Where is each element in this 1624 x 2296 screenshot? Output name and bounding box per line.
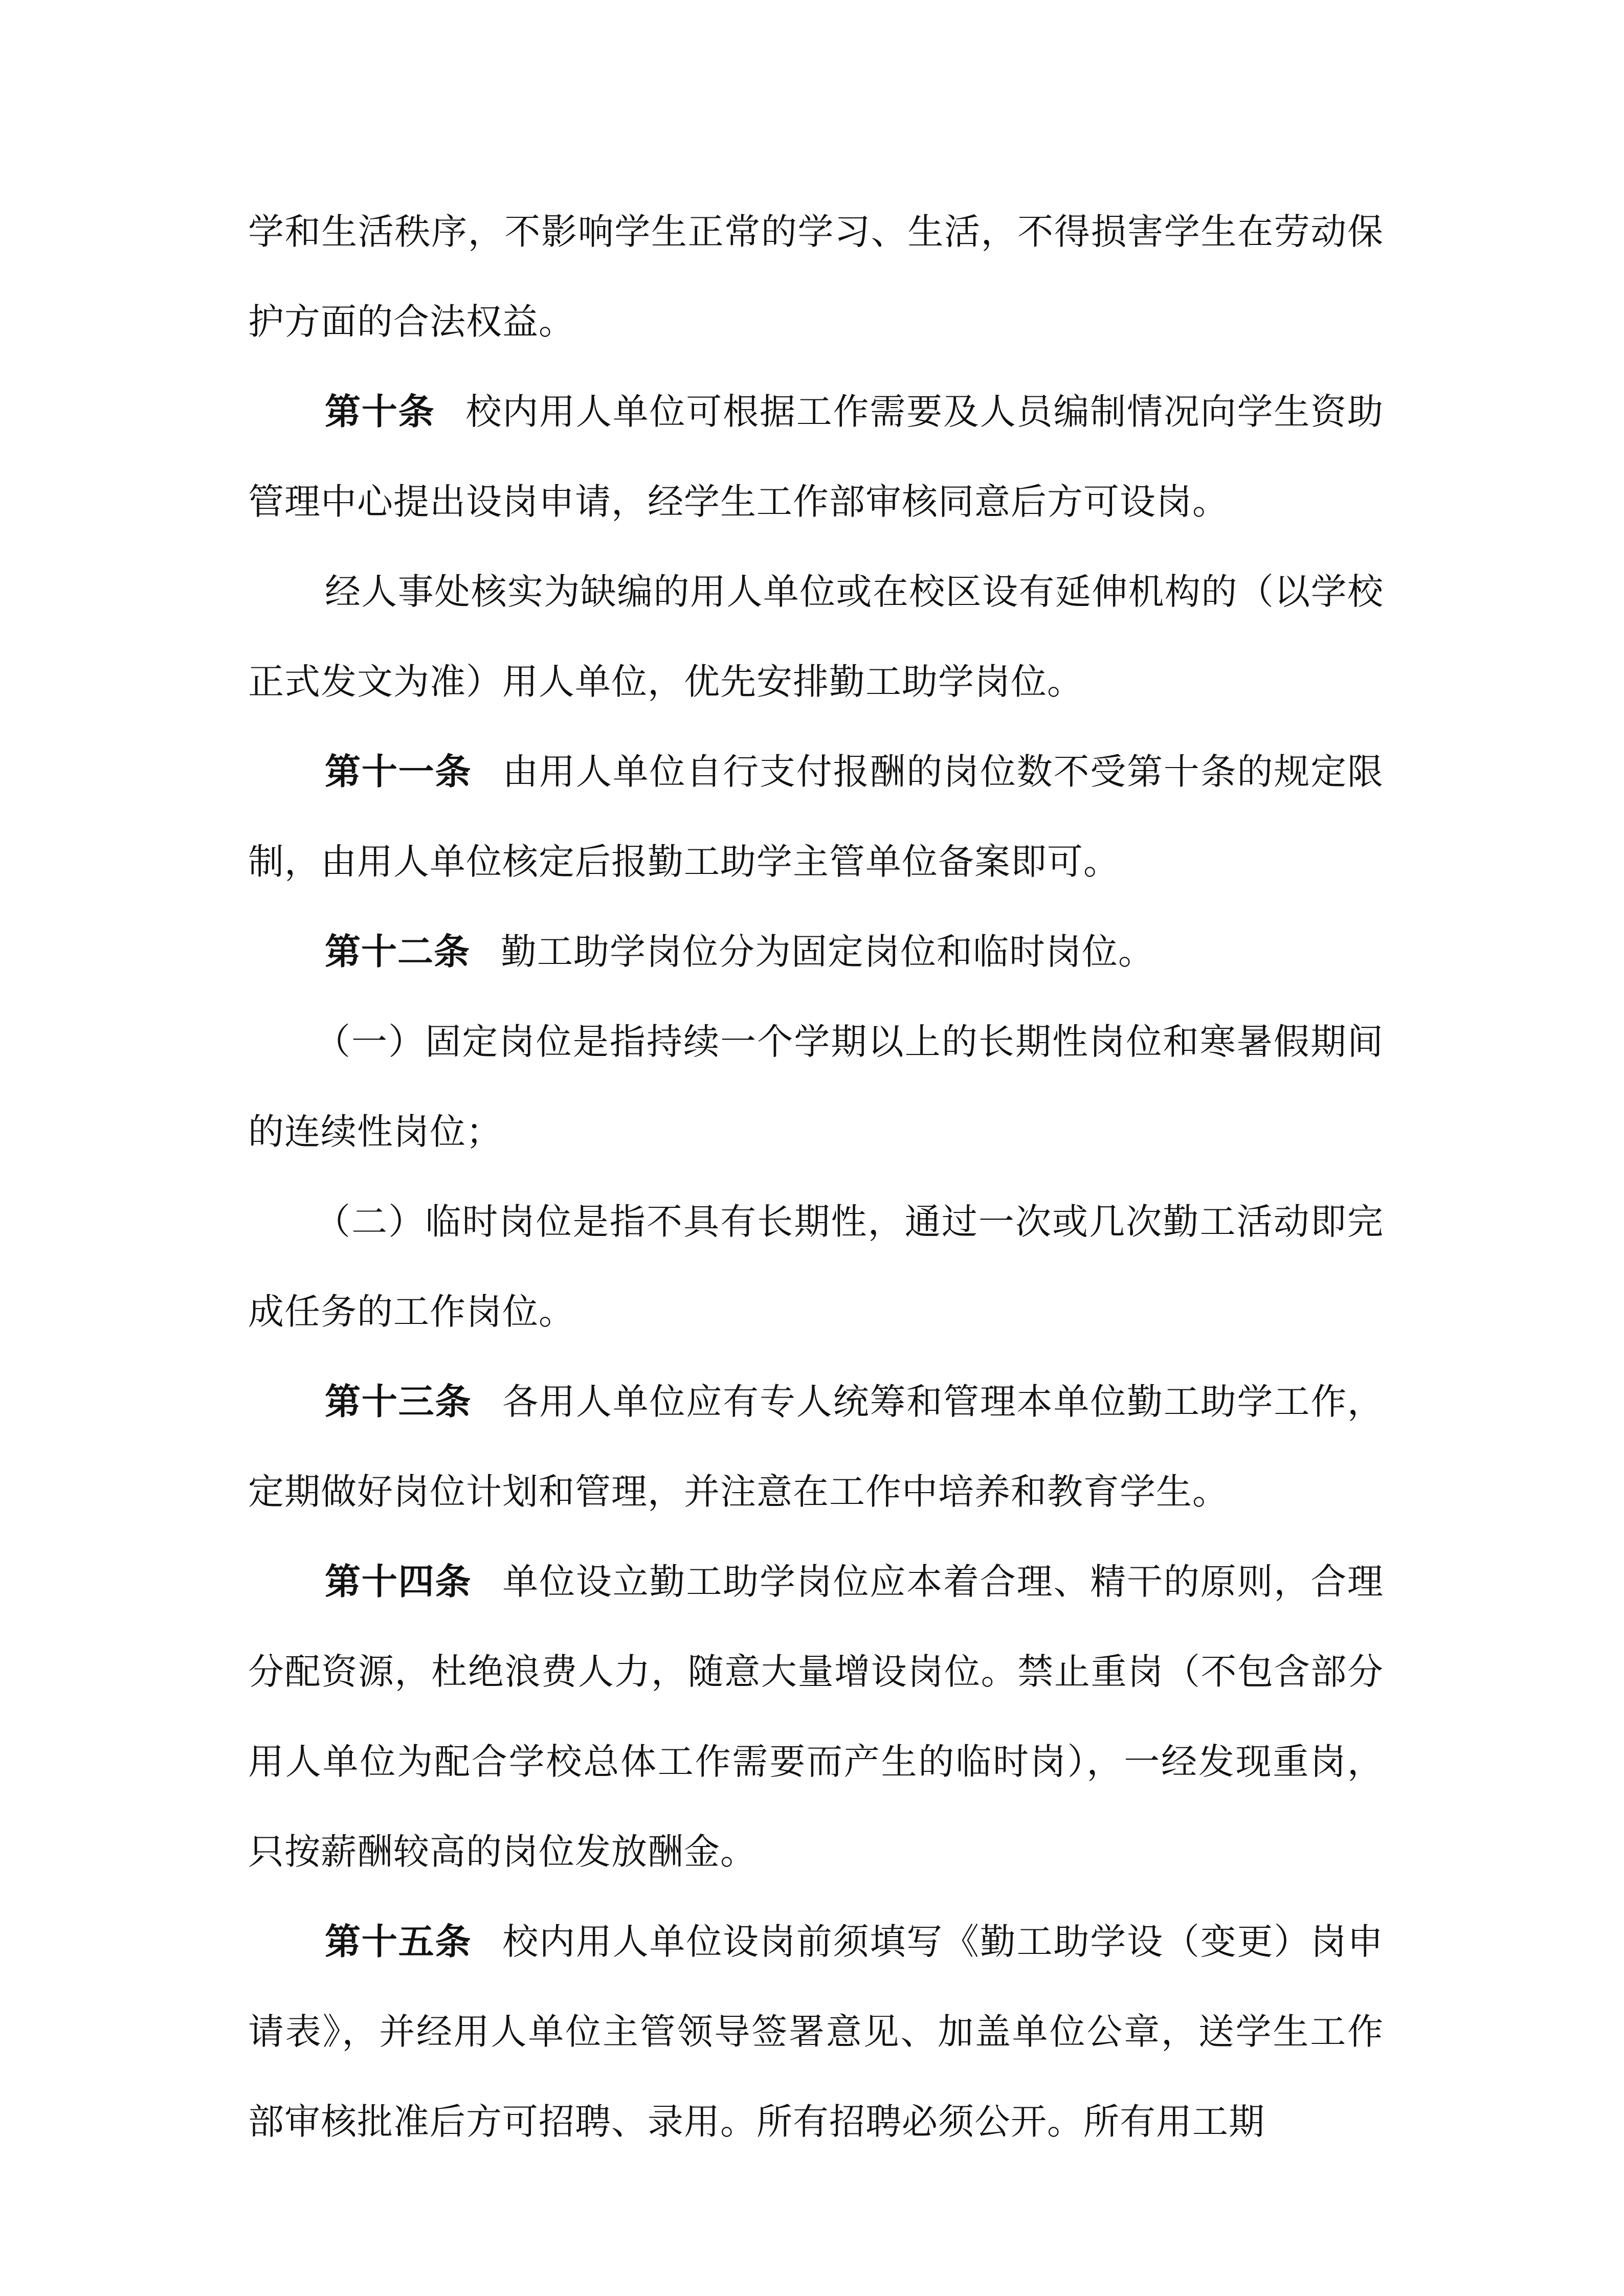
paragraph-text: 校内用人单位可根据工作需要及人员编制情况向学生资助管理中心提出设岗申请，经学生工作部审核同意后方可设岗。 [248,391,1384,523]
article-15 [248,1897,1384,2167]
article-10-clause [248,547,1384,727]
paragraph-text: 勤工助学岗位分为固定岗位和临时岗位。 [501,931,1154,973]
article-12 [248,907,1384,997]
paragraph-text: 学和生活秩序，不影响学生正常的学习、生活，不得损害学生在劳动保护方面的合法权益。 [248,211,1384,343]
paragraph-text: （二）临时岗位是指不具有长期性，通过一次或几次勤工活动即完成任务的工作岗位。 [248,1201,1384,1333]
article-heading: 第十二条 [325,931,470,973]
paragraph-continuation [248,187,1384,367]
article-12-item-2 [248,1177,1384,1357]
paragraph-text: 校内用人单位设岗前须填写《勤工助学设（变更）岗申请表》，并经用人单位主管领导签署意见、加盖单位公章，送学生工作部审核批准后方可招聘、录用。所有招聘必须公开。所有用工期 [248,1921,1384,2143]
article-10 [248,367,1384,547]
paragraph-text: （一）固定岗位是指持续一个学期以上的长期性岗位和寒暑假期间的连续性岗位； [248,1021,1384,1153]
paragraph-text: 各用人单位应有专人统筹和管理本单位勤工助学工作，定期做好岗位计划和管理，并注意在工作中培养和教育学生。 [248,1381,1384,1513]
paragraph-text: 经人事处核实为缺编的用人单位或在校区设有延伸机构的（以学校正式发文为准）用人单位，优先安排勤工助学岗位。 [248,571,1384,703]
article-heading: 第十四条 [325,1561,472,1603]
article-heading: 第十一条 [325,751,472,793]
article-12-item-1 [248,997,1384,1177]
article-heading: 第十五条 [325,1921,472,1963]
paragraph-text: 由用人单位自行支付报酬的岗位数不受第十条的规定限制，由用人单位核定后报勤工助学主管单位备案即可。 [248,751,1384,883]
article-heading: 第十条 [325,391,435,433]
paragraph-text: 单位设立勤工助学岗位应本着合理、精干的原则，合理分配资源，杜绝浪费人力，随意大量增设岗位。禁止重岗（不包含部分用人单位为配合学校总体工作需要而产生的临时岗），一经发现重岗，只按薪酬较高的岗位发放酬金。 [248,1561,1384,1873]
article-13 [248,1357,1384,1537]
article-14 [248,1537,1384,1897]
article-11 [248,727,1384,907]
document-body [248,187,1384,2167]
article-heading: 第十三条 [325,1381,472,1423]
